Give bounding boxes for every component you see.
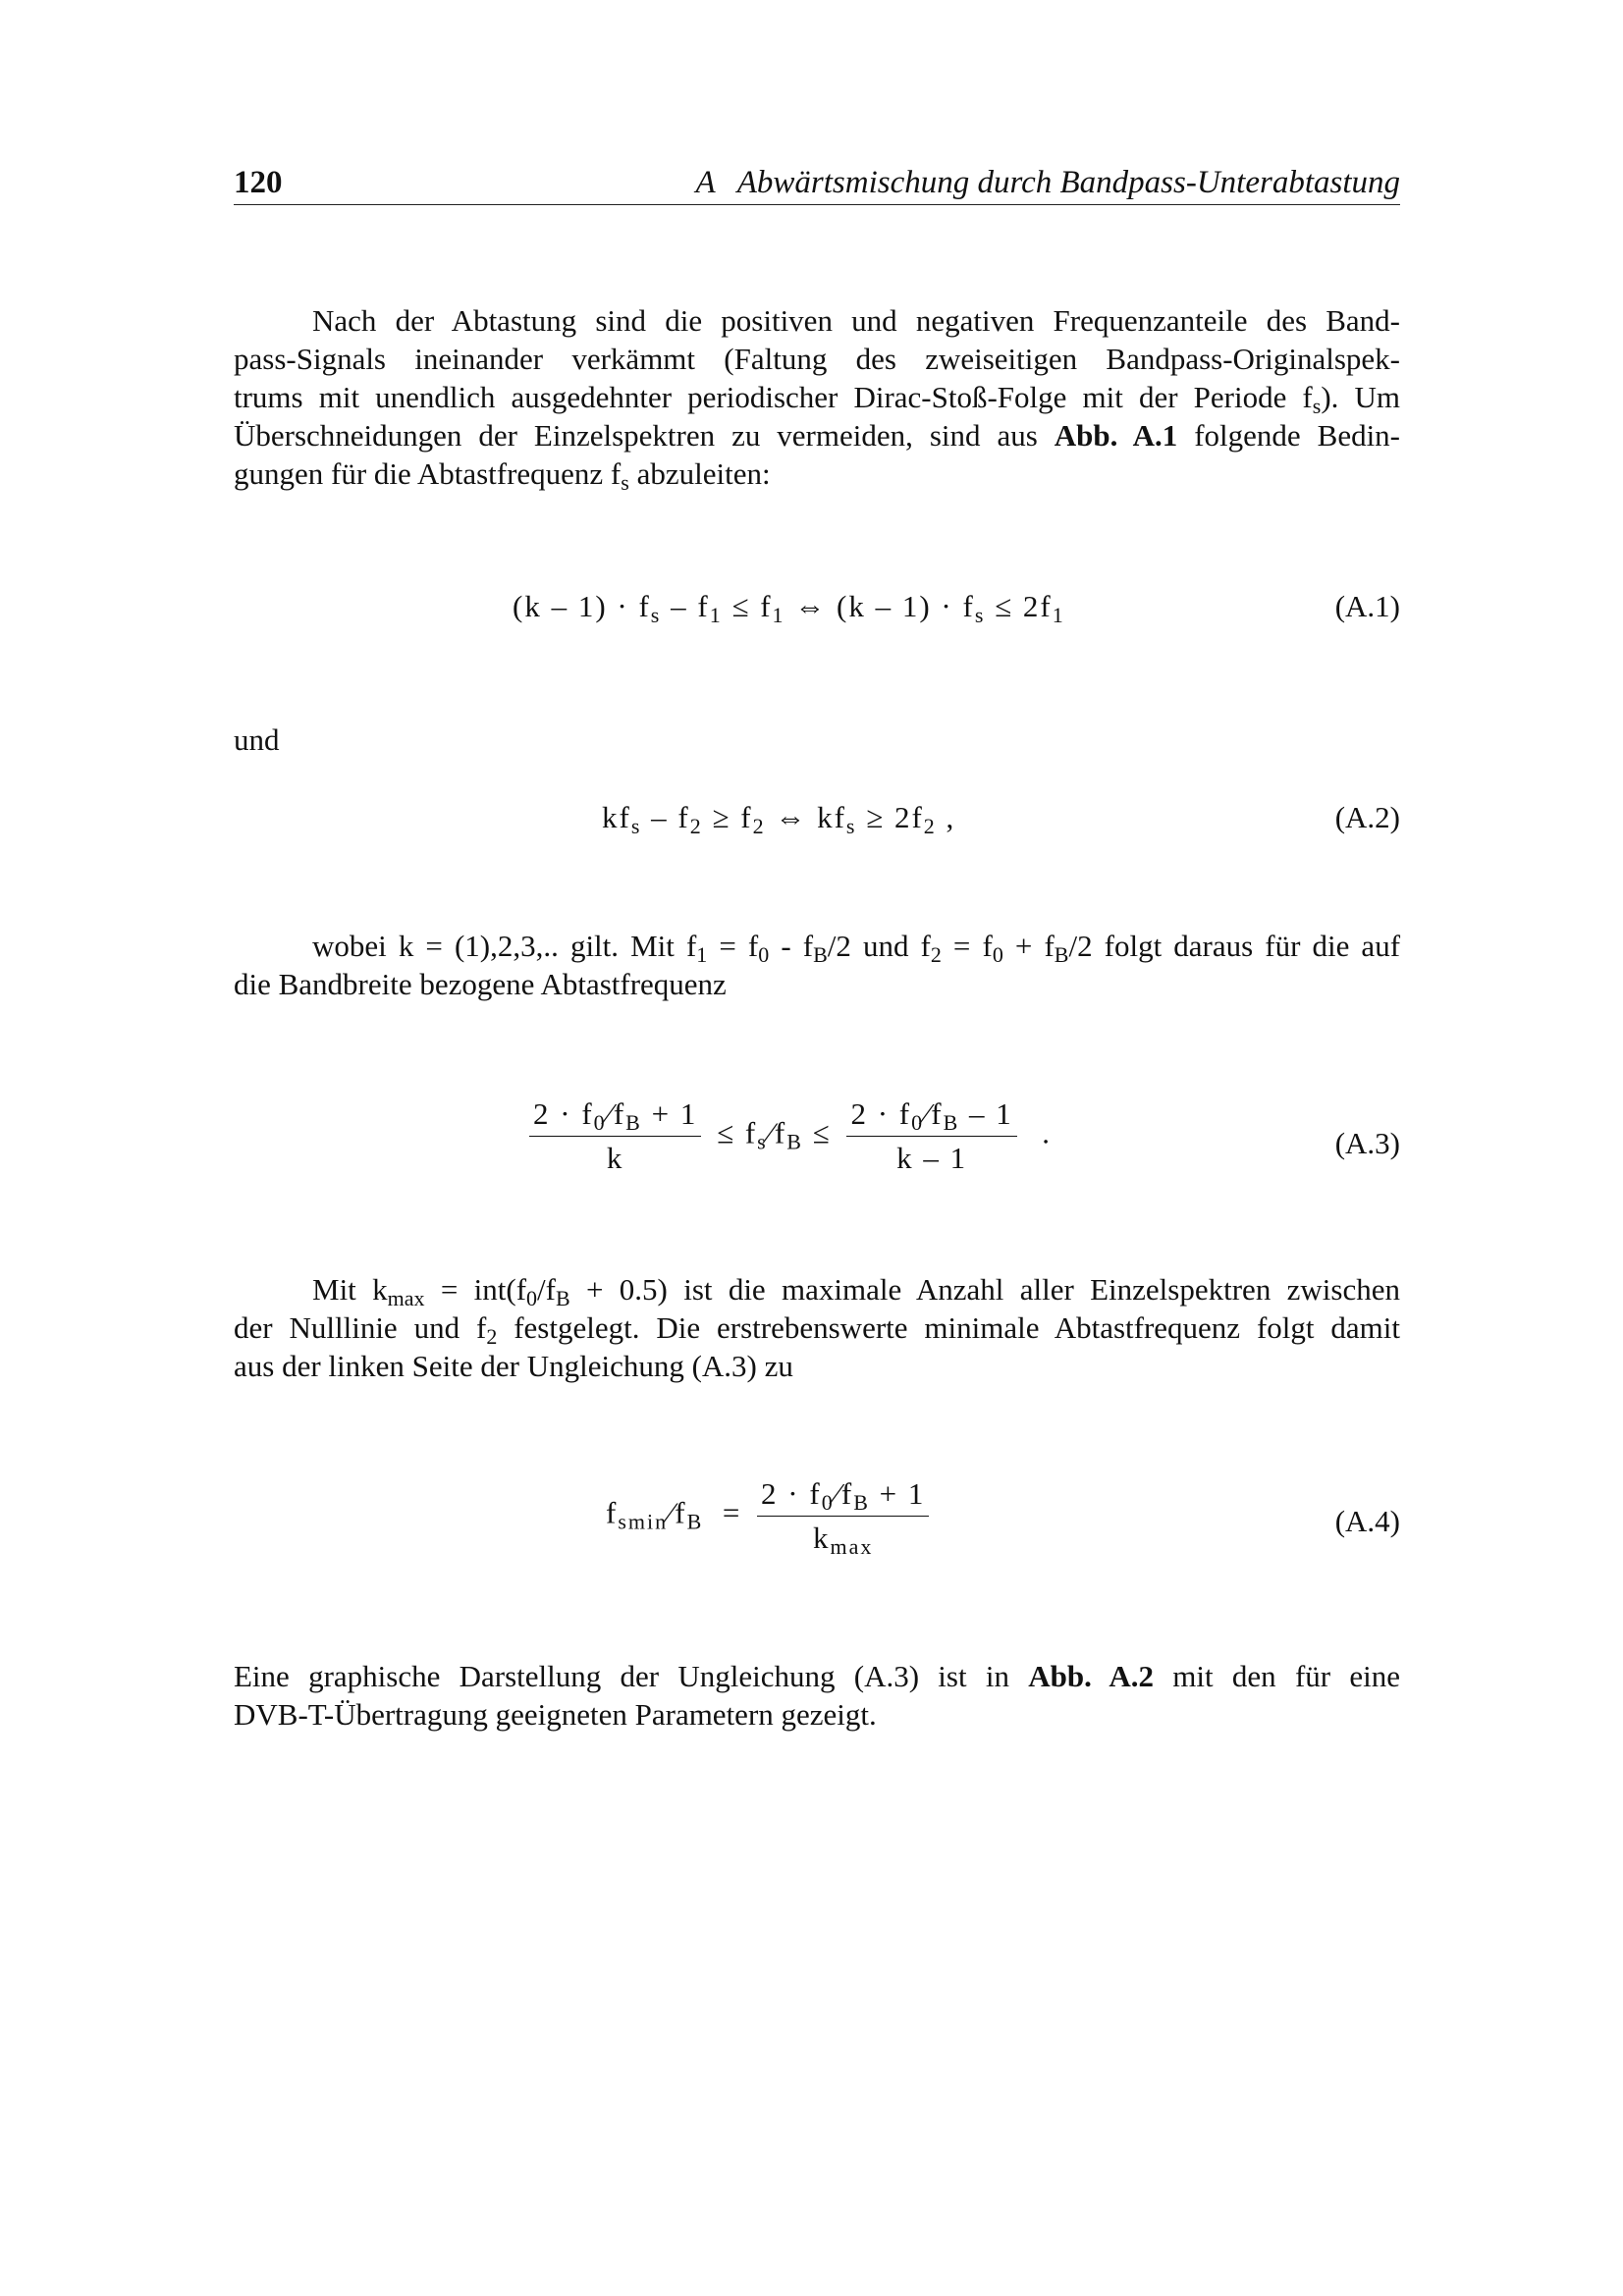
text-line: die Bandbreite bezogene Abtastfrequenz	[234, 967, 727, 1001]
equation-a4: $f_{smin}⁄f_B$ = $\frac{2 \cdot f_0⁄f_B + 1}{k_{max}}$	[606, 1476, 935, 1556]
fraction: $\frac{2 \cdot f_0⁄f_B + 1}{k}$	[529, 1096, 701, 1176]
text-line: Eine graphische Darstellung der Ungleichung (A.3) ist in Abb. A.2 mit den für eine	[234, 1659, 1400, 1693]
equation-number: (A.1)	[1334, 589, 1400, 623]
fraction: $\frac{2 \cdot f_0⁄f_B + 1}{k_{max}}$	[757, 1476, 929, 1556]
text-line: der Nulllinie und $f_2$ festgelegt. Die erstrebenswerte minimale Abtastfrequenz folgt damit	[234, 1310, 1400, 1349]
figure-reference: Abb. A.1	[1054, 418, 1178, 453]
text-line: gungen für die Abtastfrequenz $f_s$ abzuleiten:	[234, 456, 771, 495]
text-line: Überschneidungen der Einzelspektren zu vermeiden, sind aus Abb. A.1 folgende Bedin-	[234, 418, 1401, 453]
page-header	[234, 165, 1400, 205]
running-title	[696, 165, 1400, 201]
figure-reference: Abb. A.2	[1028, 1659, 1155, 1693]
equation-a3: $\frac{2 \cdot f_0⁄f_B + 1}{k}$ ≤ $f_s⁄f_B$ ≤ $\frac{2 \cdot f_0⁄f_B - 1}{k - 1}$ .	[523, 1096, 1052, 1176]
text-line: aus der linken Seite der Ungleichung (A.3) zu	[234, 1349, 793, 1383]
section-letter: A	[695, 165, 716, 200]
equation-a1: $(k - 1) \cdot f_s - f_1 \le f_1$ ⇔ $(k - 1) \cdot f_s \le 2f_1$	[513, 589, 1065, 627]
paragraph-kmax	[234, 1270, 1400, 1385]
text-line: Mit $k_{max} = int(f_0/f_B + 0.5)$ ist die maximale Anzahl aller Einzelspektren zwischen	[312, 1272, 1400, 1310]
text-line: trums mit unendlich ausgedehnter periodischer Dirac-Stoß-Folge mit der Periode $f_s$). Um	[234, 380, 1401, 418]
paragraph-bandwidth	[234, 927, 1400, 1003]
equation-number: (A.3)	[1334, 1126, 1400, 1160]
paragraph-sampling	[234, 301, 1400, 493]
page-number: 120	[234, 165, 283, 200]
text-line: DVB-T-Übertragung geeigneten Parametern gezeigt.	[234, 1697, 877, 1732]
fraction: $\frac{2 \cdot f_0⁄f_B - 1}{k - 1}$	[846, 1096, 1016, 1176]
equation-a2: $kf_s - f_2 \ge f_2$ ⇔ $kf_s \ge 2f_2$ ,	[602, 800, 956, 838]
equation-number: (A.2)	[1334, 800, 1400, 834]
text-line: wobei k = (1),2,3,.. gilt. Mit $f_1 = f_0 - f_B/2$ und $f_2 = f_0 + f_B/2$ folgt daraus für die auf	[312, 929, 1401, 967]
text-line: pass-Signals ineinander verkämmt (Faltung des zweiseitigen Bandpass-Originalspek-	[234, 342, 1400, 376]
section-title: Abwärtsmischung durch Bandpass-Unterabtastung	[736, 165, 1400, 200]
equation-number: (A.4)	[1334, 1504, 1400, 1538]
und-text: und	[234, 722, 280, 757]
text-line: Nach der Abtastung sind die positiven und negativen Frequenzanteile des Band-	[312, 303, 1400, 338]
paragraph-graphic	[234, 1657, 1400, 1734]
